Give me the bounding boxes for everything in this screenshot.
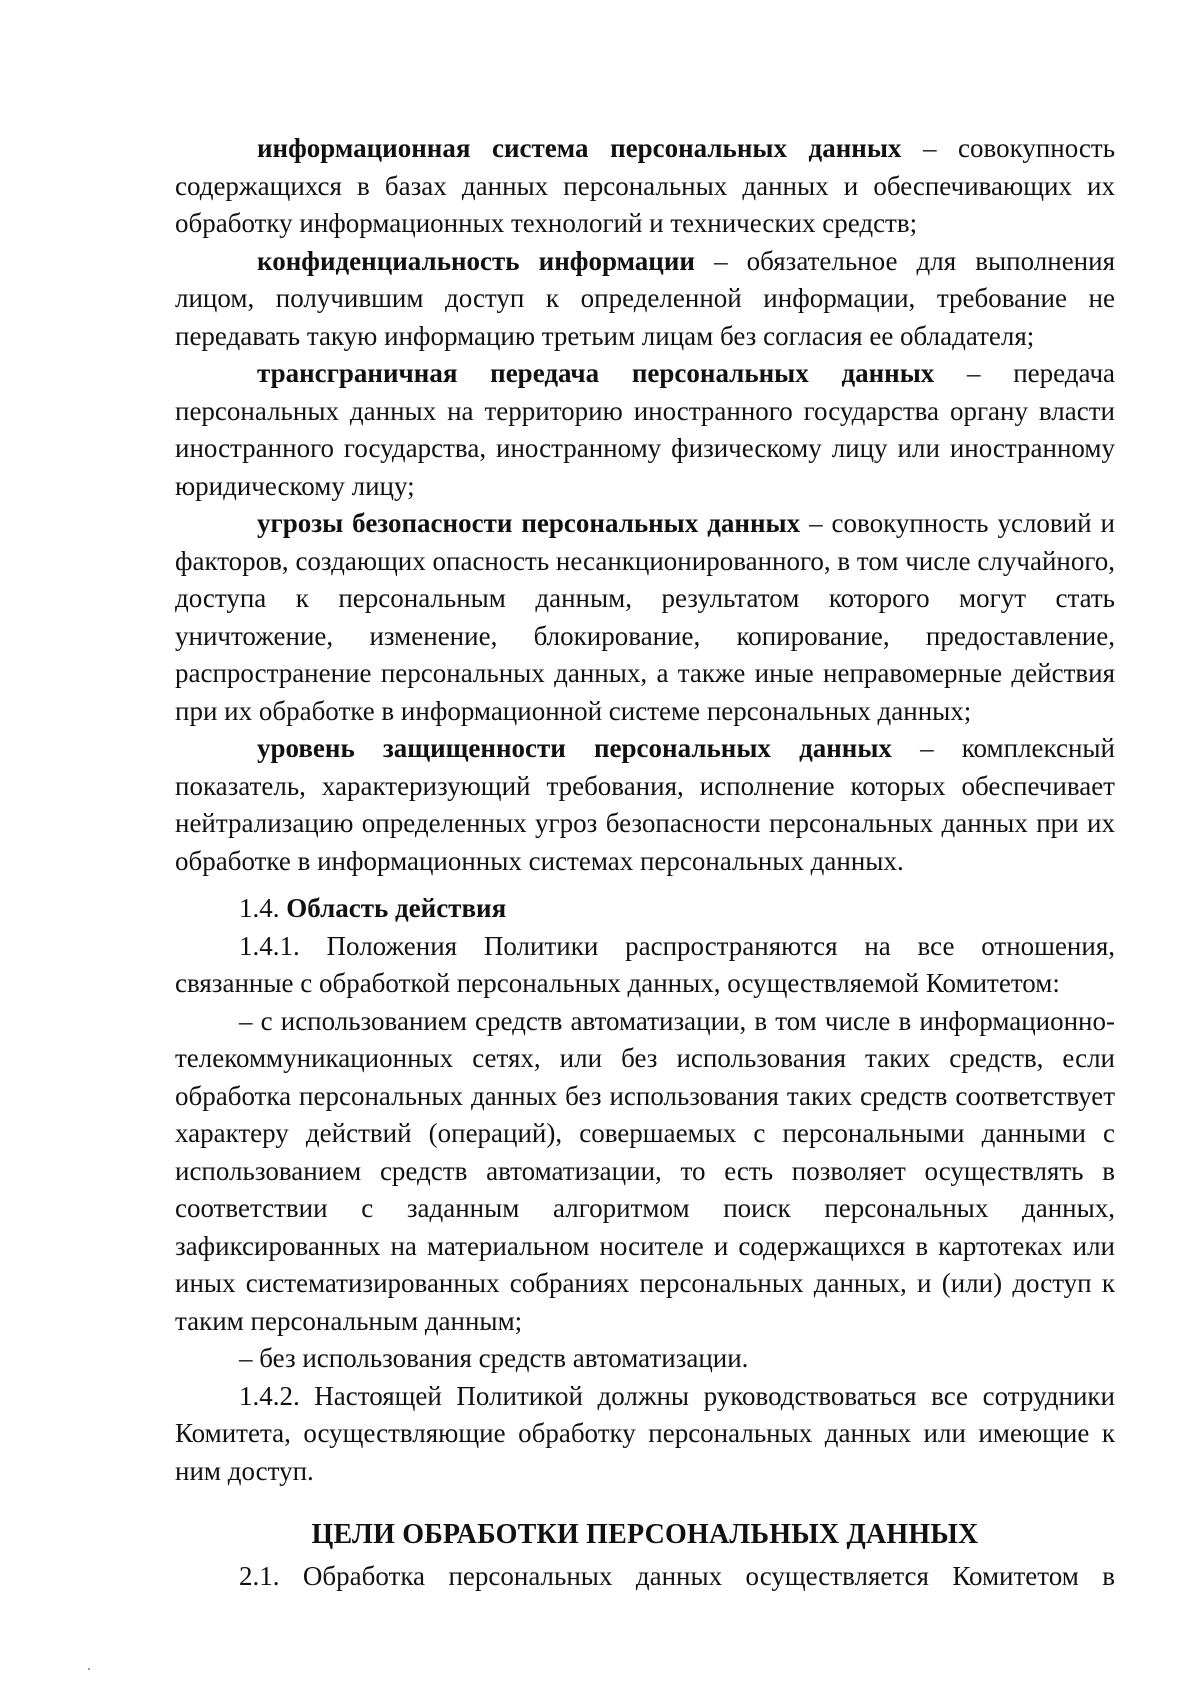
definition-term: трансграничная передача персональных данных (257, 358, 935, 388)
definition-text: – совокупность содержащихся в базах данных персональных данных и обеспечивающих их обработку информационных технологий и технических средств; (175, 133, 1116, 238)
spacer (175, 880, 1115, 890)
definition-term: угрозы безопасности персональных данных (257, 508, 801, 538)
section-title (175, 890, 1115, 928)
definition-paragraph (175, 355, 1115, 505)
section-title-text: Область действия (286, 893, 507, 923)
scope-paragraph: 1.4.1. Положения Политики распространяются на все отношения, связанные с обработкой персональных данных, осуществляемой Комитетом: (175, 930, 1115, 998)
scope-list-item: – с использованием средств автоматизации, в том числе в информационно-телекоммуникационных сетях, или без использования таких средств, если обработка персональных данных без использования таких средств соответствует характеру действий (операций), совершаемых с персональными данными с использованием средств автоматизации, то есть позволяет осуществлять в соответствии с заданным алгоритмом поиск персональных данных, зафиксированных на материальном носителе и содержащихся в картотеках или иных систематизированных собраниях персональных данных, и (или) доступ к таким персональным данным; (175, 1005, 1115, 1336)
purpose-paragraph: 2.1. Обработка персональных данных осуществляется Комитетом в (239, 1560, 1115, 1591)
definition-text: – обязательное для выполнения лицом, получившим доступ к определенной информации, требование не передавать такую информацию третьим лицам без согласия ее обладателя; (175, 245, 1115, 351)
scope-list-item: – без использования средств автоматизации. (239, 1343, 749, 1373)
definition-term: конфиденциальность информации (257, 245, 695, 276)
section-number: 1.4. (239, 893, 287, 923)
definition-paragraph (175, 130, 1115, 243)
definition-text: – совокупность условий и факторов, создающих опасность несанкционированного, в том числе случайного, доступа к персональным данным, результатом которого могут стать уничтожение, изменение, блокирование, копирование, предоставление, распространение персональных данных, а также иные неправомерные действия при их обработке в информационной системе персональных данных; (175, 508, 1115, 726)
definition-paragraph (175, 243, 1115, 356)
scan-speck (88, 1668, 90, 1670)
definition-term: уровень защищенности персональных данных (257, 733, 892, 763)
document-page (175, 130, 1115, 1595)
definition-paragraph (175, 730, 1115, 880)
definition-text: – передача персональных данных на территорию иностранного государства органу власти иностранного государства, иностранному физическому лицу или иностранному юридическому лицу; (175, 358, 1116, 501)
definition-text: – комплексный показатель, характеризующий требования, исполнение которых обеспечивает нейтрализацию определенных угроз безопасности персональных данных при их обработке в информационных системах персональных данных. (175, 733, 1115, 876)
scope-paragraph: 1.4.2. Настоящей Политикой должны руководствоваться все сотрудники Комитета, осуществляющие обработку персональных данных или имеющие к ним доступ. (175, 1380, 1115, 1486)
section-heading: ЦЕЛИ ОБРАБОТКИ ПЕРСОНАЛЬНЫХ ДАННЫХ (311, 1519, 979, 1550)
definition-term: информационная система персональных данных (257, 133, 902, 163)
definition-paragraph (175, 505, 1115, 730)
